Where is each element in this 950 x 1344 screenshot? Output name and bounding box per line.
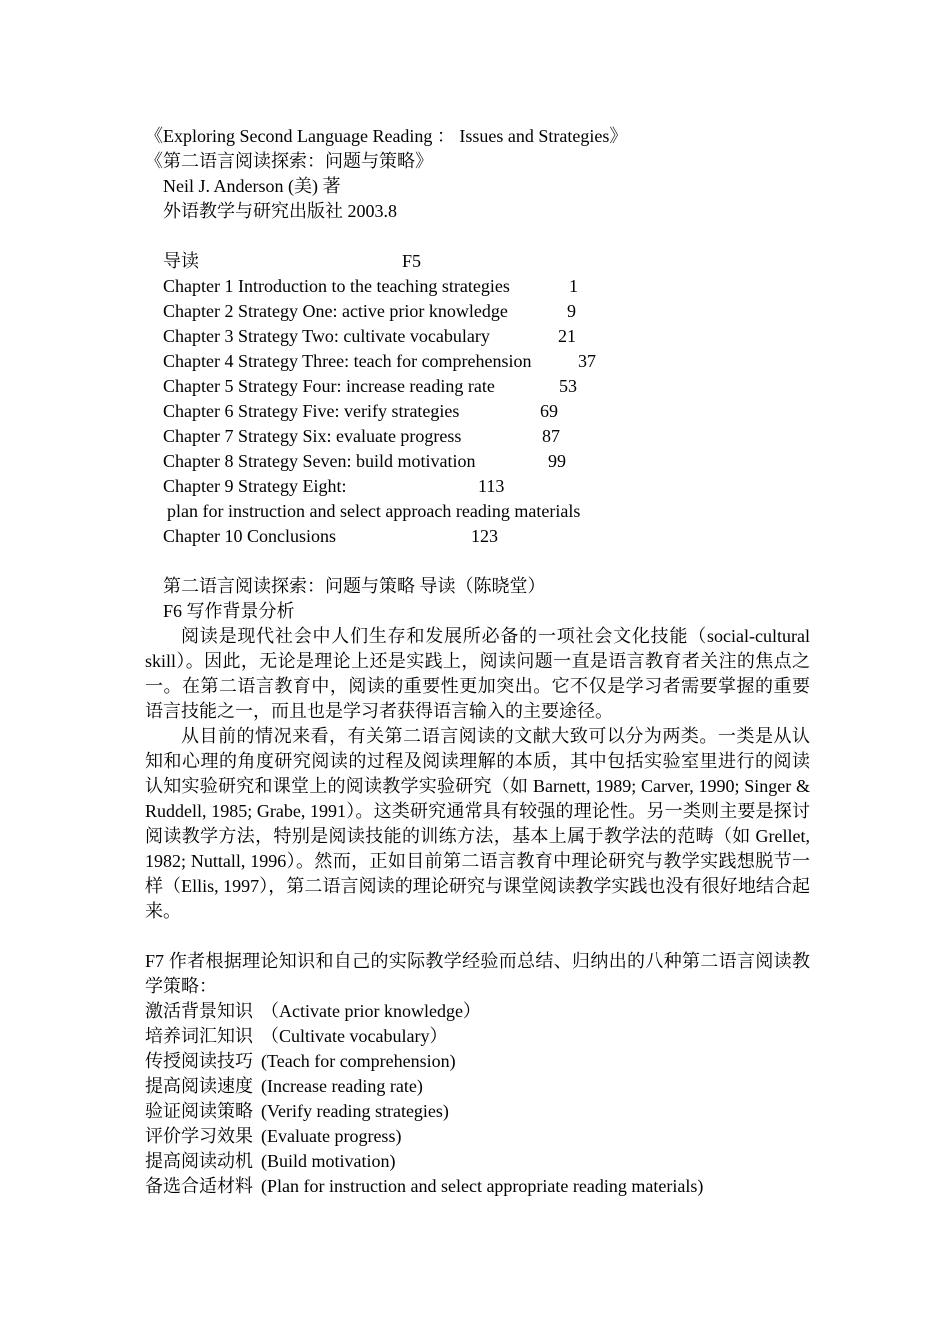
document-page xyxy=(145,124,810,1199)
toc-chapter-page: 1 xyxy=(569,276,578,296)
toc-chapter-title: Chapter 4 Strategy Three: teach for comprehension xyxy=(163,351,532,371)
strategy-english: (Plan for instruction and select appropriate reading materials) xyxy=(261,1176,704,1196)
section-f6-heading: F6 写作背景分析 xyxy=(163,601,295,621)
toc-chapter-page: 69 xyxy=(540,401,558,421)
paragraph-1: 阅读是现代社会中人们生存和发展所必备的一项社会文化技能（social-cultural skill）。因此，无论是理论上还是实践上，阅读问题一直是语言教育者关注的焦点之一。在第二语言教育中，阅读的重要性更加突出。它不仅是学习者需要掌握的重要语言技能之一，而且也是学习者获得语言输入的主要途径。 xyxy=(145,626,810,721)
strategy-chinese: 激活背景知识 xyxy=(145,1001,253,1021)
book-author: Neil J. Anderson (美) 著 xyxy=(163,176,341,196)
spacer xyxy=(145,549,810,574)
list-item xyxy=(145,1174,810,1199)
toc-chapter-page: 87 xyxy=(542,426,560,446)
list-item xyxy=(145,1099,810,1124)
toc-chapter-title: Chapter 9 Strategy Eight: xyxy=(163,476,347,496)
toc-chapter-page: 123 xyxy=(471,526,498,546)
toc-chapter-title: Chapter 6 Strategy Five: verify strategies xyxy=(163,401,460,421)
toc-chapter-title: Chapter 7 Strategy Six: evaluate progress xyxy=(163,426,462,446)
toc-row xyxy=(145,349,810,374)
toc-chapter-page: 113 xyxy=(478,476,505,496)
strategy-chinese: 提高阅读动机 xyxy=(145,1151,253,1171)
spacer xyxy=(145,924,810,949)
intro-heading: 第二语言阅读探索：问题与策略 导读（陈晓堂） xyxy=(163,576,546,596)
toc-intro-row xyxy=(145,249,810,274)
toc-chapter-page: 37 xyxy=(578,351,596,371)
strategy-english: (Evaluate progress) xyxy=(261,1126,402,1146)
strategy-chinese: 评价学习效果 xyxy=(145,1126,253,1146)
table-of-contents xyxy=(145,249,810,549)
strategy-english: （Cultivate vocabulary） xyxy=(261,1026,448,1046)
toc-row xyxy=(145,299,810,324)
toc-chapter-title: Chapter 5 Strategy Four: increase reading rate xyxy=(163,376,495,396)
toc-row xyxy=(145,424,810,449)
list-item xyxy=(145,1074,810,1099)
strategy-english: (Verify reading strategies) xyxy=(261,1101,449,1121)
strategy-english: (Teach for comprehension) xyxy=(261,1051,456,1071)
strategy-chinese: 传授阅读技巧 xyxy=(145,1051,253,1071)
toc-chapter-page: 9 xyxy=(567,301,576,321)
toc-chapter-page: 99 xyxy=(548,451,566,471)
toc-row xyxy=(145,274,810,299)
toc-chapter-title: Chapter 10 Conclusions xyxy=(163,526,336,546)
book-title-english: 《Exploring Second Language Reading ： Issues and Strategies》 xyxy=(145,126,628,146)
list-item xyxy=(145,1149,810,1174)
toc-row xyxy=(145,524,810,549)
strategy-chinese: 提高阅读速度 xyxy=(145,1076,253,1096)
toc-chapter-page: 53 xyxy=(559,376,577,396)
strategy-chinese: 验证阅读策略 xyxy=(145,1101,253,1121)
paragraph-2: 从目前的情况来看，有关第二语言阅读的文献大致可以分为两类。一类是从认知和心理的角度研究阅读的过程及阅读理解的本质，其中包括实验室里进行的阅读认知实验研究和课堂上的阅读教学实验研究（如 Barnett, 1989; Carver, 1990; Singer & Ruddell, 1985; Grabe, 1991）。这类研究通常具有较强的理论性。另一类则主要是探讨阅读教学方法，特别是阅读技能的训练方法，基本上属于教学法的范畴（如 Grellet, 1982; Nuttall, 1996）。然而，正如目前第二语言教育中理论研究与教学实践想脱节一样（Ellis, 1997），第二语言阅读的理论研究与课堂阅读教学实践也没有很好地结合起来。 xyxy=(145,726,810,921)
list-item xyxy=(145,1124,810,1149)
strategy-english: (Increase reading rate) xyxy=(261,1076,423,1096)
strategy-chinese: 备选合适材料 xyxy=(145,1176,253,1196)
toc-chapter-title: Chapter 8 Strategy Seven: build motivation xyxy=(163,451,476,471)
toc-chapter-title: Chapter 2 Strategy One: active prior knowledge xyxy=(163,301,508,321)
list-item xyxy=(145,999,810,1024)
toc-chapter-page: 21 xyxy=(558,326,576,346)
section-f7-heading: F7 作者根据理论知识和自己的实际教学经验而总结、归纳出的八种第二语言阅读教学策略： xyxy=(145,951,810,996)
strategy-chinese: 培养词汇知识 xyxy=(145,1026,253,1046)
toc-chapter9-continuation: plan for instruction and select approach reading materials xyxy=(167,501,581,521)
book-publisher: 外语教学与研究出版社 2003.8 xyxy=(163,201,397,221)
toc-row xyxy=(145,399,810,424)
toc-intro-page: F5 xyxy=(402,251,422,271)
list-item xyxy=(145,1024,810,1049)
spacer xyxy=(145,224,810,249)
toc-row xyxy=(145,324,810,349)
toc-row xyxy=(145,374,810,399)
toc-row xyxy=(145,474,810,499)
toc-chapter-title: Chapter 1 Introduction to the teaching strategies xyxy=(163,276,510,296)
strategy-english: (Build motivation) xyxy=(261,1151,396,1171)
strategy-english: （Activate prior knowledge） xyxy=(261,1001,481,1021)
toc-chapter-title: Chapter 3 Strategy Two: cultivate vocabulary xyxy=(163,326,490,346)
toc-row xyxy=(145,449,810,474)
book-title-chinese: 《第二语言阅读探索：问题与策略》 xyxy=(145,151,433,171)
toc-intro-label: 导读 xyxy=(163,251,199,271)
strategy-list xyxy=(145,999,810,1199)
list-item xyxy=(145,1049,810,1074)
